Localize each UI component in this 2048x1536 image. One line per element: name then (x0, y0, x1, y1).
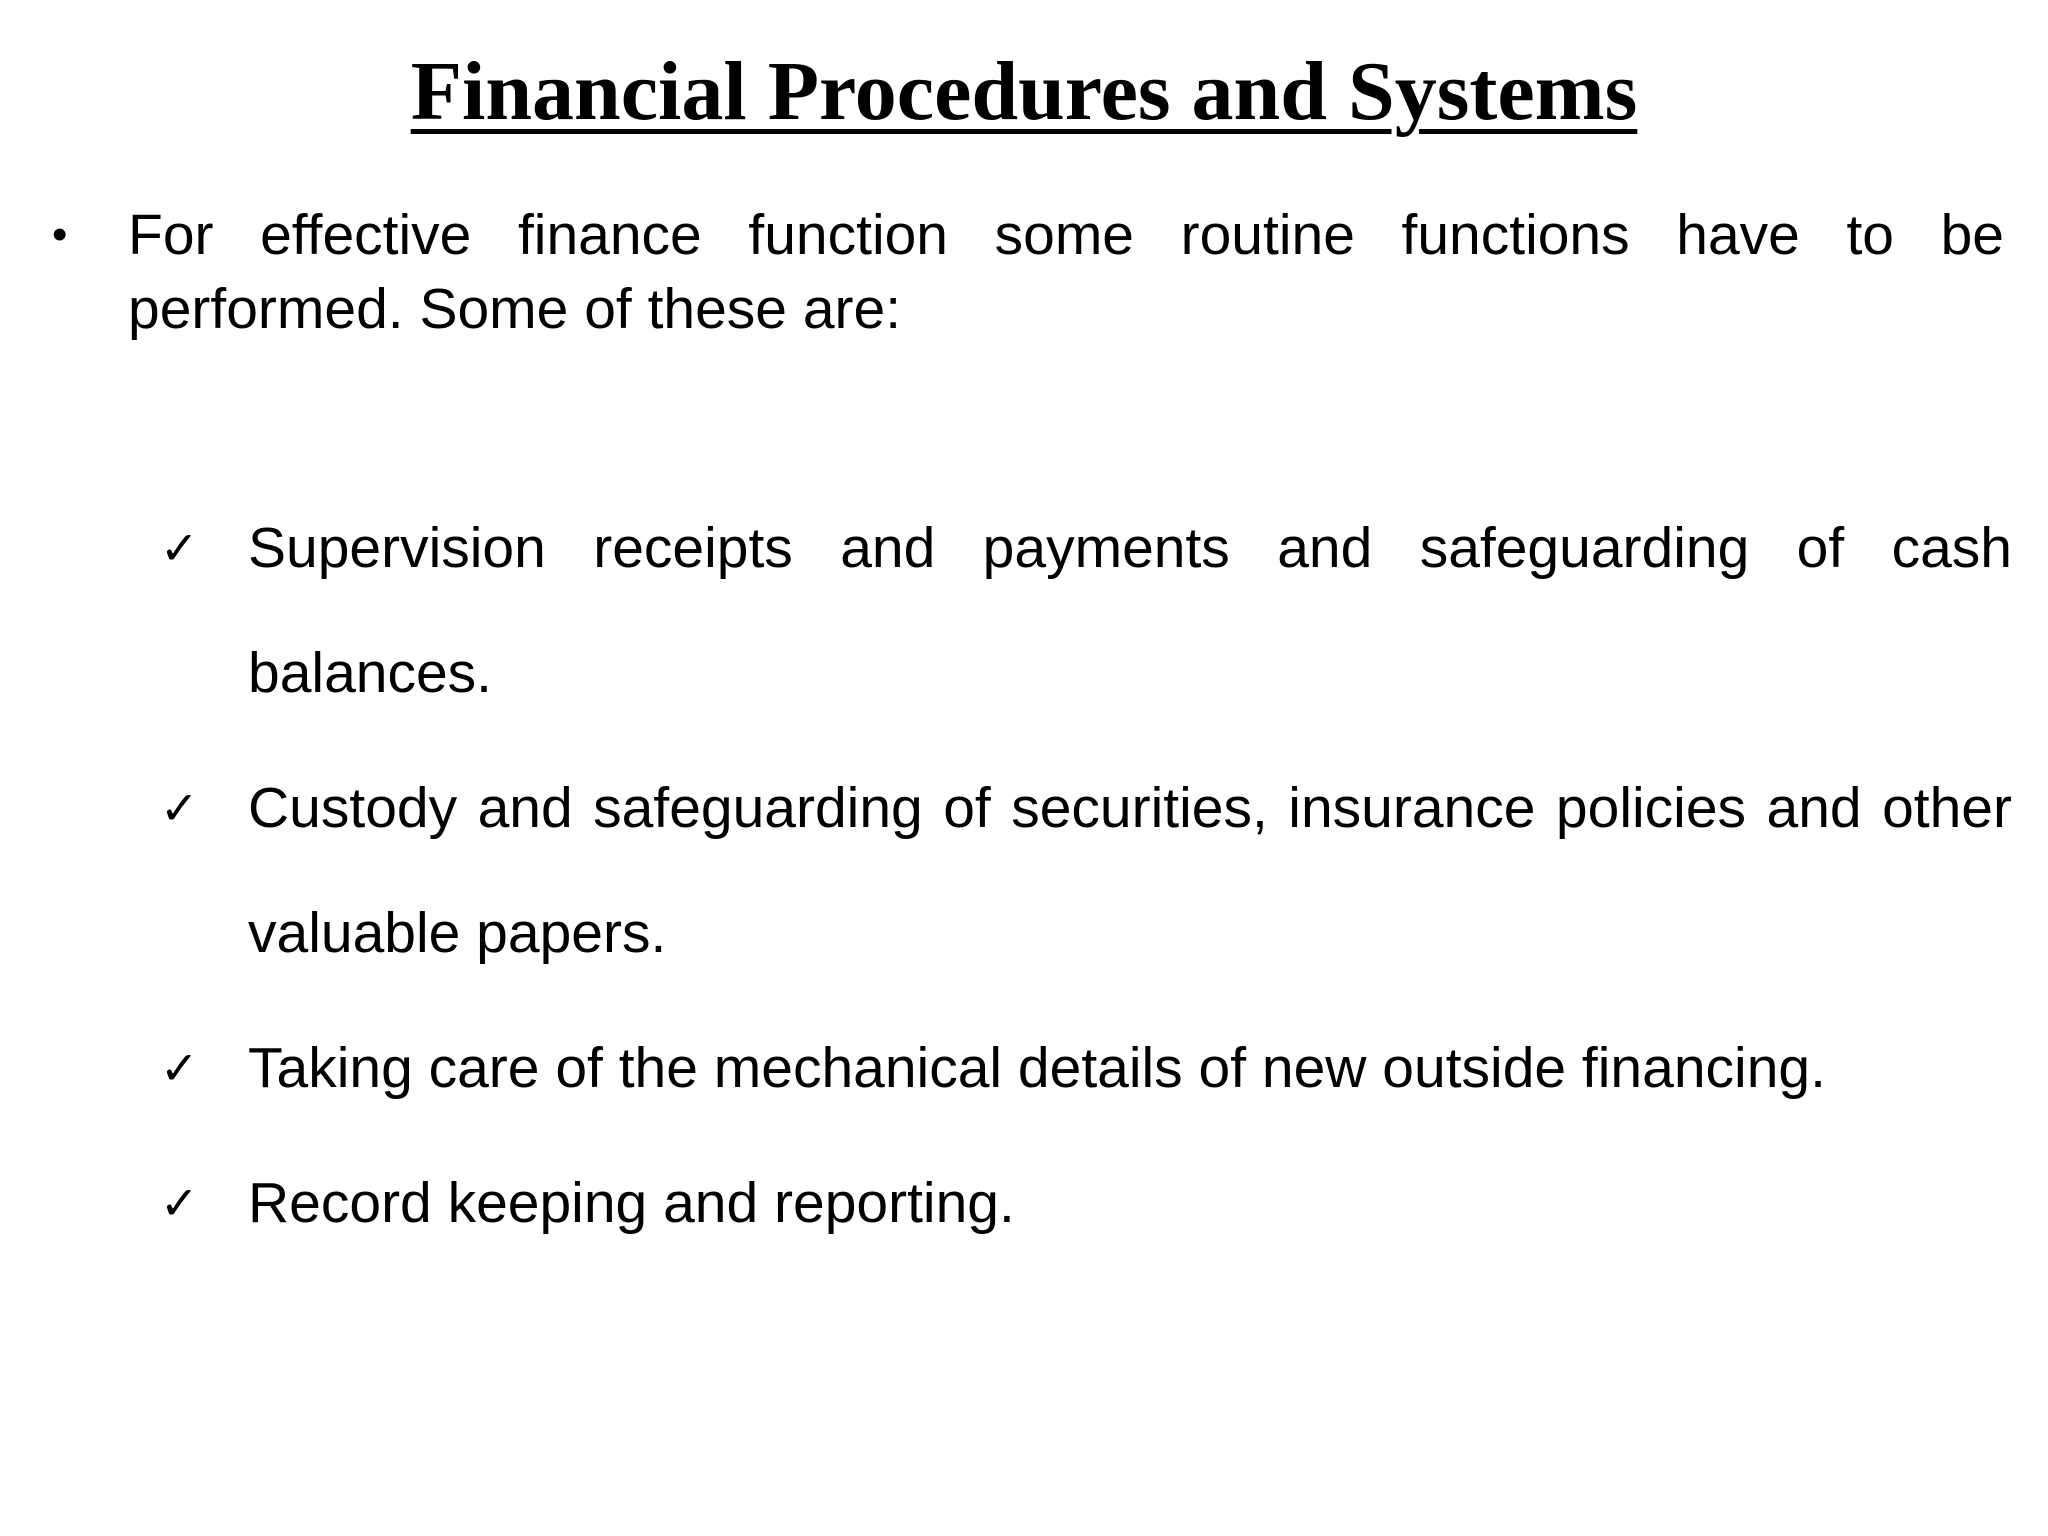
checkmark-icon: ✓ (160, 781, 199, 835)
list-item (160, 746, 2012, 996)
intro-bullet-item (52, 198, 2012, 346)
intro-text: For effective finance function some routine functions have to be performed. Some of these are: (128, 203, 2004, 341)
slide-title (0, 42, 2048, 142)
checkmark-icon: ✓ (160, 521, 199, 575)
list-item (160, 1006, 2012, 1131)
checklist (160, 486, 2012, 1266)
checkmark-icon: ✓ (160, 1176, 199, 1230)
checkmark-icon: ✓ (160, 1041, 199, 1095)
list-item-text: Custody and safeguarding of securities, insurance policies and other valuable papers. (248, 776, 2012, 965)
list-item-text: Taking care of the mechanical details of new outside financing. (248, 1036, 1826, 1100)
list-item (160, 486, 2012, 736)
list-item-text: Record keeping and reporting. (248, 1171, 1015, 1235)
list-item (160, 1141, 2012, 1266)
list-item-text: Supervision receipts and payments and safeguarding of cash balances. (248, 516, 2012, 705)
bullet-icon: • (52, 210, 68, 259)
slide-title-text: Financial Procedures and Systems (410, 45, 1638, 138)
